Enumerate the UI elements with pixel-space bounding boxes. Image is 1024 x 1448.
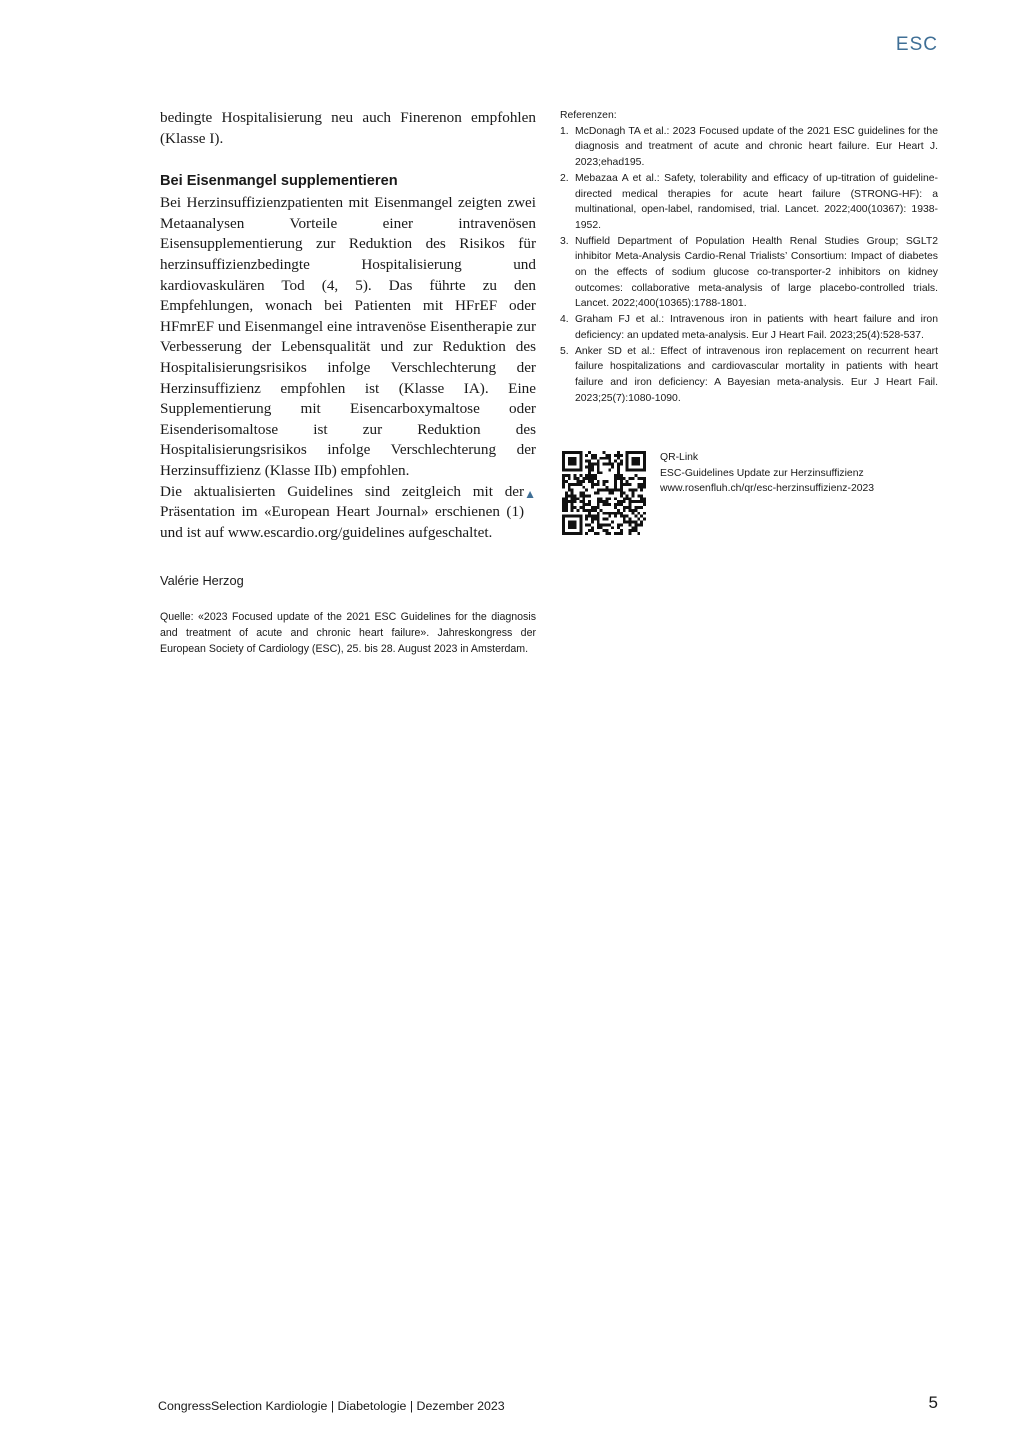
source-note: Quelle: «2023 Focused update of the 2021 ESC Guidelines for the diagnosis and treatment of acute and chronic heart failure». Jahreskongress der European Society of Cardiology (ESC), 25. bis 28. August 2023 in Amsterdam. — [160, 611, 536, 656]
references-column — [560, 108, 938, 406]
reference-item: 1. McDonagh TA et al.: 2023 Focused update of the 2021 ESC guidelines for the diagnosis and treatment of acute and chronic heart failure. Eur Heart J. 2023;ehad195. — [560, 125, 938, 169]
reference-item: 4. Graham FJ et al.: Intravenous iron in patients with heart failure and iron deficiency: an updated meta-analysis. Eur J Heart Fail. 2023;25(4):528-537. — [560, 314, 938, 341]
left-column — [160, 108, 536, 657]
references-list — [560, 124, 938, 407]
intro-paragraph: bedingte Hospitalisierung neu auch Finerenon empfohlen (Klasse I). — [160, 109, 536, 147]
page-number: 5 — [928, 1393, 938, 1412]
reference-item: 3. Nuffield Department of Population Health Renal Studies Group; SGLT2 inhibitor Meta-Analysis Cardio-Renal Trialists’ Consortium: Impact of diabetes on the effects of sodium glucose co-transporter-2 inhibitors on kidney outcomes: collaborative meta-analysis of large placebo-controlled trials. Lancet. 2022;400(10365):1788-1801. — [560, 235, 938, 310]
qr-code-icon[interactable] — [562, 451, 646, 535]
end-of-article-icon: ▲ — [524, 486, 536, 501]
qr-code-graphic — [562, 451, 646, 535]
closing-paragraph-text: Die aktualisierten Guidelines sind zeitgleich mit der Präsentation im «European Heart Journal» erschienen (1) und ist auf www.escardio.org/guidelines aufgeschaltet. — [160, 482, 525, 541]
author: Valérie Herzog — [160, 573, 244, 589]
footer-publication: CongressSelection Kardiologie | Diabetologie | Dezember 2023 — [158, 1399, 505, 1413]
reference-text: Anker SD et al.: Effect of intravenous iron replacement on recurrent heart failure hospitalizations and cardiovascular mortality in patients with heart failure and iron deficiency: A Bayesian meta-analysis. Eur J Heart Fail. 2023;25(7):1080-1090. — [575, 345, 938, 404]
qr-url-link[interactable]: www.rosenfluh.ch/qr/esc-herzinsuffizienz-2023 — [660, 483, 875, 495]
section-subheading: Bei Eisenmangel supplementieren — [160, 173, 398, 190]
reference-text: Mebazaa A et al.: Safety, tolerability and efficacy of up-titration of guideline-directed medical therapies for acute heart failure (STRONG-HF): a multinational, open-label, randomised, trial. Lancet. 2022;400(10367): 1938-1952. — [575, 172, 938, 231]
qr-link-block — [660, 450, 940, 497]
section-tag: ESC — [895, 34, 938, 55]
reference-text: Nuffield Department of Population Health Renal Studies Group; SGLT2 inhibitor Meta-Analysis Cardio-Renal Trialists’ Consortium: Impact of diabetes on the effects of sodium glucose co-transporter-2 inhibitors on kidney outcomes: collaborative meta-analysis of large placebo-controlled trials. Lancet. 2022;400(10365):1788-1801. — [575, 235, 938, 310]
qr-title: ESC-Guidelines Update zur Herzinsuffizienz — [660, 467, 864, 479]
reference-item: 2. Mebazaa A et al.: Safety, tolerability and efficacy of up-titration of guideline-directed medical therapies for acute heart failure (STRONG-HF): a multinational, open-label, randomised, trial. Lancet. 2022;400(10367): 1938-1952. — [560, 172, 938, 231]
reference-text: McDonagh TA et al.: 2023 Focused update of the 2021 ESC guidelines for the diagnosis and treatment of acute and chronic heart failure. Eur Heart J. 2023;ehad195. — [575, 125, 938, 169]
qr-label: QR-Link — [660, 452, 699, 463]
references-title: Referenzen: — [560, 110, 617, 121]
reference-text: Graham FJ et al.: Intravenous iron in patients with heart failure and iron deficiency: an updated meta-analysis. Eur J Heart Fail. 2023;25(4):528-537. — [575, 314, 938, 341]
closing-paragraph — [160, 482, 536, 544]
body-paragraph: Bei Herzinsuffizienzpatienten mit Eisenmangel zeigten zwei Metaanalysen Vorteile einer intravenösen Eisensupplementierung zur Reduktion des Risikos für herzinsuffizienzbedingte Hospitalisierung und kardiovaskulären Tod (4, 5). Das führte zu den Empfehlungen, wonach bei Patienten mit HFrEF oder HFmrEF und Eisenmangel eine intravenöse Eisentherapie zur Verbesserung der Lebensqualität und zur Reduktion des Hospitalisierungsrisikos infolge Verschlechterung der Herzinsuffizienz empfohlen ist (Klasse IA). Eine Supplementierung mit Eisencarboxymaltose oder Eisenderisomaltose ist zur Reduktion des Hospitalisierungsrisikos infolge Verschlechterung der Herzinsuffizienz (Klasse IIb) empfohlen. — [160, 194, 536, 479]
reference-item: 5. Anker SD et al.: Effect of intravenous iron replacement on recurrent heart failure hospitalizations and cardiovascular mortality in patients with heart failure and iron deficiency: A Bayesian meta-analysis. Eur J Heart Fail. 2023;25(7):1080-1090. — [560, 345, 938, 404]
